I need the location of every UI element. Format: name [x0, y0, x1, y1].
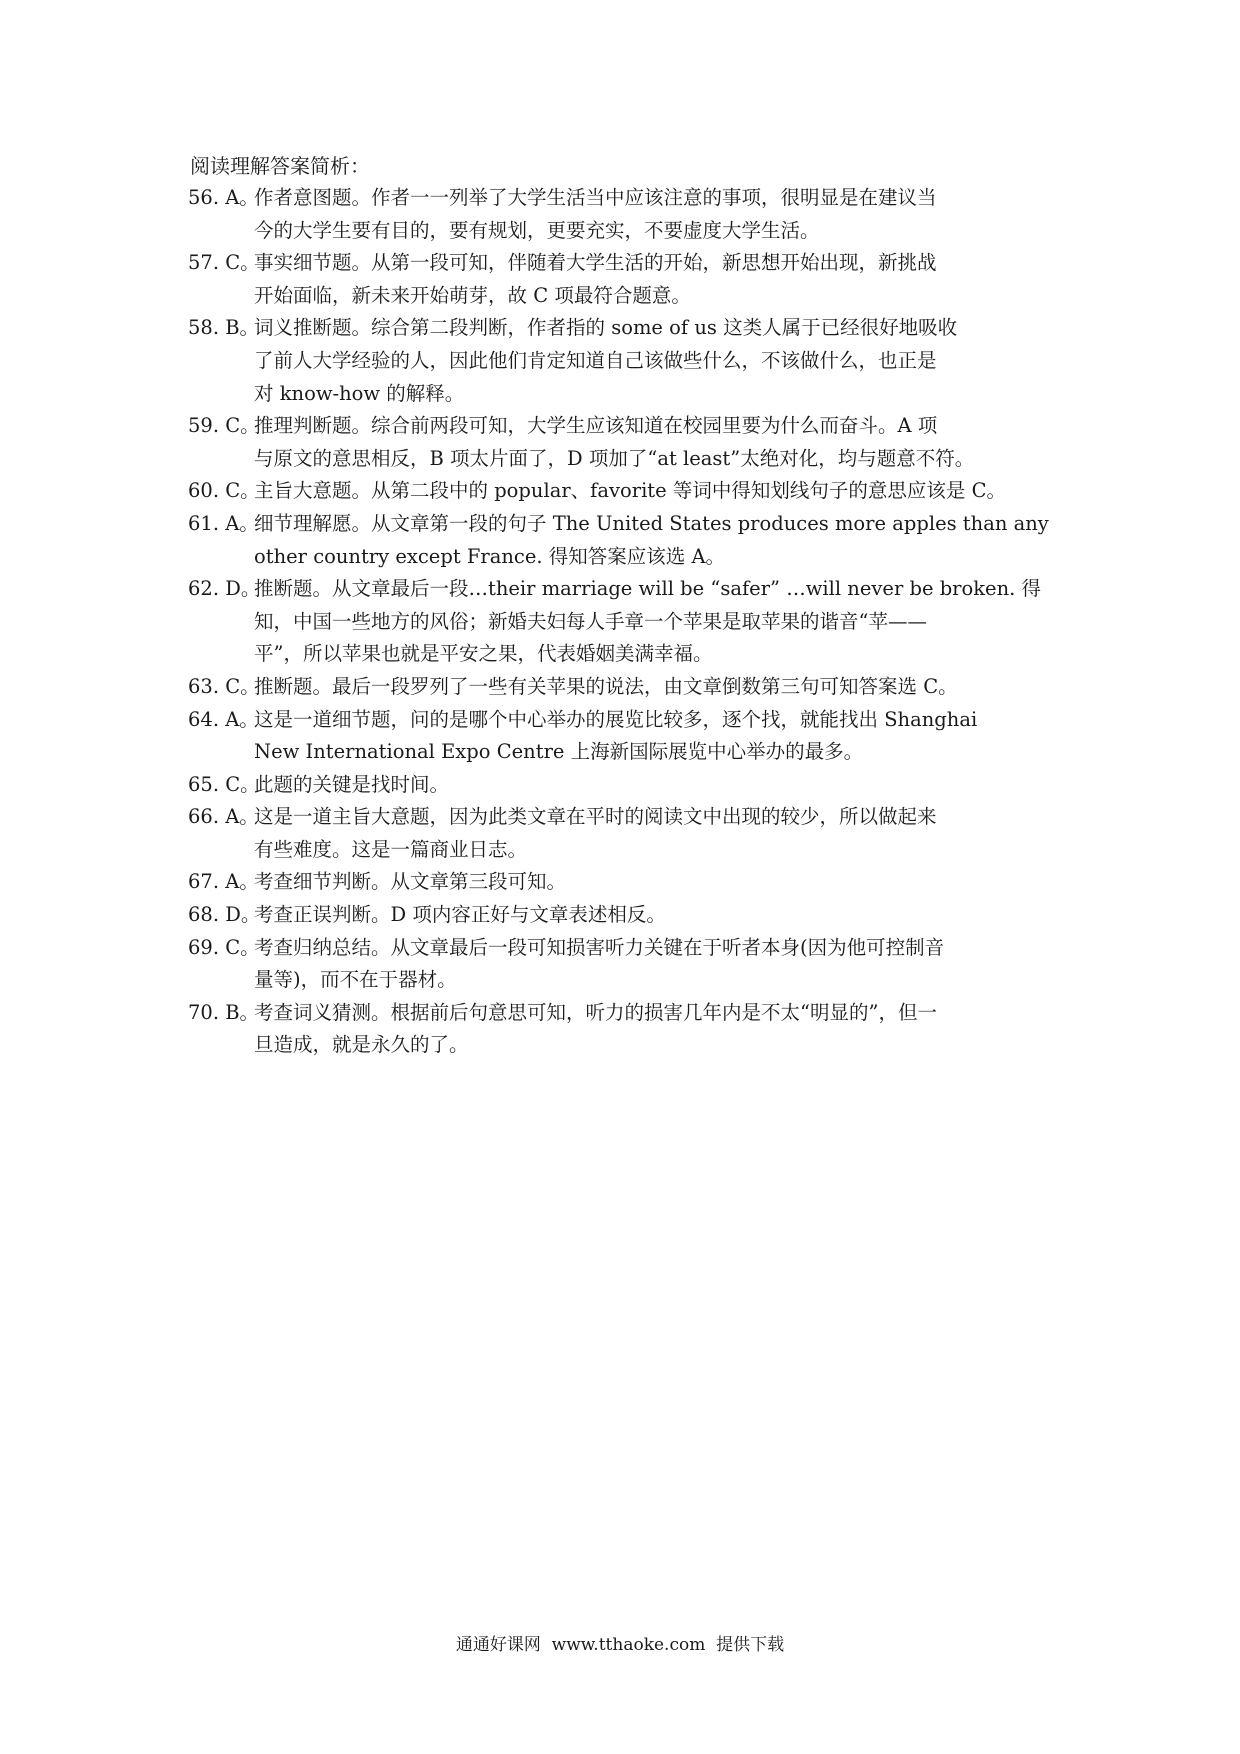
- answer-text-line: 开始面临，新未来开始萌芽，故 C 项最符合题意。: [254, 283, 691, 307]
- answer-number: 61. A。: [188, 511, 259, 535]
- answer-text-line: 这是一道细节题，问的是哪个中心举办的展览比较多，逐个找，就能找出 Shanghai: [254, 707, 978, 731]
- answer-item: [188, 997, 1068, 1062]
- answer-text-line: other country except France. 得知答案应该选 A。: [254, 544, 726, 568]
- answer-text-line: 考查细节判断。从文章第三段可知。: [254, 870, 567, 894]
- answer-text-line: New International Expo Centre 上海新国际展览中心举办的最多。: [254, 740, 864, 764]
- answer-item: [188, 932, 1068, 997]
- answer-text-line: 事实细节题。从第一段可知，伴随着大学生活的开始，新思想开始出现，新挑战: [254, 251, 937, 275]
- answer-text-line: 对 know-how 的解释。: [254, 381, 465, 405]
- answer-text-line: 与原文的意思相反，B 项太片面了，D 项加了“at least”太绝对化，均与题意不符。: [254, 446, 975, 470]
- answer-text-line: 平”，所以苹果也就是平安之果，代表婚姻美满幸福。: [254, 642, 713, 666]
- answer-text-line: 推理判断题。综合前两段可知，大学生应该知道在校园里要为什么而奋斗。A 项: [254, 414, 938, 438]
- answer-number: 62. D。: [188, 577, 261, 601]
- answer-item: [188, 573, 1068, 671]
- answer-item: [188, 671, 1068, 704]
- answer-number: 63. C。: [188, 674, 260, 698]
- section-heading: 阅读理解答案简析：: [190, 154, 370, 178]
- answer-text-line: 词义推断题。综合第二段判断，作者指的 some of us 这类人属于已经很好地吸收: [254, 316, 958, 340]
- answer-text-line: 量等)，而不在于器材。: [254, 968, 457, 992]
- answer-text-line: 细节理解愿。从文章第一段的句子 The United States produces more apples than any: [254, 511, 1049, 535]
- answer-text-line: 考查正误判断。D 项内容正好与文章表述相反。: [254, 903, 666, 927]
- answer-item: [188, 508, 1068, 573]
- answer-number: 64. A。: [188, 707, 259, 731]
- answer-number: 58. B。: [188, 316, 260, 340]
- answer-item: [188, 475, 1068, 508]
- answer-number: 69. C。: [188, 935, 260, 959]
- page-footer: 通通好课网 www.tthaoke.com 提供下载: [455, 1635, 785, 1655]
- answer-text-line: 有些难度。这是一篇商业日志。: [254, 837, 528, 861]
- answer-number: 57. C。: [188, 251, 260, 275]
- answer-text-line: 知，中国一些地方的风俗；新婚夫妇每人手章一个苹果是取苹果的谐音“苹——: [254, 609, 927, 633]
- answer-number: 59. C。: [188, 414, 260, 438]
- answer-text-line: 此题的关键是找时间。: [254, 772, 450, 796]
- answer-number: 65. C。: [188, 772, 260, 796]
- answer-item: [188, 182, 1068, 247]
- answer-item: [188, 866, 1068, 899]
- answer-number: 66. A。: [188, 805, 259, 829]
- answer-number: 56. A。: [188, 186, 259, 209]
- answer-text-line: 了前人大学经验的人，因此他们肯定知道自己该做些什么，不该做什么，也正是: [254, 348, 937, 372]
- answer-number: 67. A。: [188, 870, 259, 894]
- answer-list: [188, 182, 1068, 1062]
- answer-text-line: 考查归纳总结。从文章最后一段可知损害听力关键在于听者本身(因为他可控制音: [254, 935, 945, 959]
- answer-text-line: 推断题。最后一段罗列了一些有关苹果的说法，由文章倒数第三句可知答案选 C。: [254, 674, 958, 698]
- answer-item: [188, 704, 1068, 769]
- answer-item: [188, 899, 1068, 932]
- answer-text-line: 主旨大意题。从第二段中的 popular、favorite 等词中得知划线句子的意思应该是 C。: [254, 479, 1006, 503]
- answer-number: 60. C。: [188, 479, 260, 503]
- answer-item: [188, 247, 1068, 312]
- answer-text-line: 这是一道主旨大意题，因为此类文章在平时的阅读文中出现的较少，所以做起来: [254, 805, 937, 829]
- answer-item: [188, 410, 1068, 475]
- answer-number: 68. D。: [188, 903, 261, 927]
- answer-number: 70. B。: [188, 1000, 260, 1024]
- answer-text-line: 旦造成，就是永久的了。: [254, 1033, 469, 1057]
- answer-text-line: 今的大学生要有目的，要有规划，更要充实，不要虚度大学生活。: [254, 218, 820, 242]
- answer-text-line: 作者意图题。作者一一列举了大学生活当中应该注意的事项，很明显是在建议当: [254, 186, 937, 209]
- answer-item: [188, 769, 1068, 802]
- answer-item: [188, 801, 1068, 866]
- answer-item: [188, 312, 1068, 410]
- answer-text-line: 考查词义猜测。根据前后句意思可知，听力的损害几年内是不太“明显的”，但一: [254, 1000, 937, 1024]
- answer-text-line: 推断题。从文章最后一段…their marriage will be “safer” …will never be broken. 得: [254, 577, 1042, 601]
